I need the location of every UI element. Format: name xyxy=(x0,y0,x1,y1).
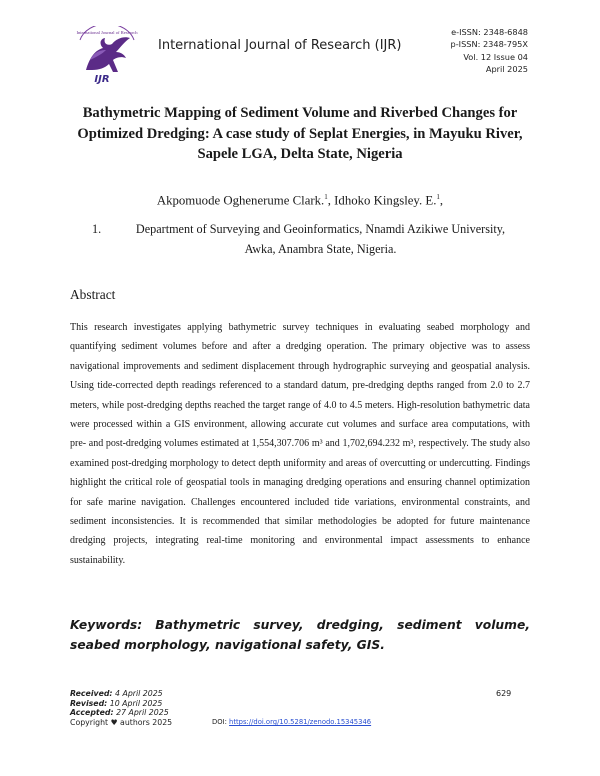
paper-title: Bathymetric Mapping of Sediment Volume and Riverbed Changes for Optimized Dredging: A case study of Seplat Energies, in Mayuku River, Sapele LGA, Delta State, Nigeria xyxy=(77,105,523,163)
logo-ring-text: International Journal of Research xyxy=(76,30,138,35)
author-affil-sup: 1 xyxy=(436,193,440,201)
affiliation xyxy=(92,220,532,259)
affiliation-line: Department of Surveying and Geoinformatics, Nnamdi Azikiwe University, xyxy=(135,222,506,236)
accepted-label: Accepted: xyxy=(70,708,114,717)
revised-label: Revised: xyxy=(70,698,108,708)
doi-label: DOI: xyxy=(212,718,230,726)
journal-logo xyxy=(72,26,142,88)
keywords: Keywords: Bathymetric survey, dredging, sediment volume, seabed morphology, navigational safety, GIS. xyxy=(70,618,530,652)
copyright: Copyright ♥ authors 2025 xyxy=(70,717,173,727)
eissn: e-ISSN: 2348-6848 xyxy=(451,27,528,37)
author-list-end: , xyxy=(439,193,444,208)
revised-date: 10 April 2025 xyxy=(109,698,163,708)
journal-name: International Journal of Research (IJR) xyxy=(158,38,402,53)
author-affil-sup: 1 xyxy=(324,193,328,201)
article-dates xyxy=(70,689,172,727)
issue-date: April 2025 xyxy=(485,63,528,74)
abstract-heading: Abstract xyxy=(70,287,116,302)
author-name: Akpomuode Oghenerume Clark. xyxy=(156,193,325,208)
affiliation-line: Awka, Anambra State, Nigeria. xyxy=(244,241,397,256)
logo-abbrev: IJR xyxy=(94,74,110,85)
volume-issue: Vol. 12 Issue 04 xyxy=(463,51,528,62)
author-separator: , xyxy=(327,193,335,208)
page-number: 629 xyxy=(496,689,512,698)
doi-link[interactable]: https://doi.org/10.5281/zenodo.15345346 xyxy=(229,718,372,726)
author-name: Idhoko Kingsley. E. xyxy=(334,193,437,208)
doi xyxy=(212,718,371,726)
pissn: p-ISSN: 2348-795X xyxy=(450,39,528,50)
received-date: 4 April 2025 xyxy=(115,689,163,698)
affiliation-number: 1. xyxy=(92,222,102,236)
received-label: Received: xyxy=(70,689,113,698)
author-list xyxy=(0,193,600,208)
issn-block xyxy=(451,26,528,75)
accepted-date: 27 April 2025 xyxy=(116,708,169,717)
abstract-text: This research investigates applying bathymetric survey techniques in evaluating seabed morphology and quantifying sediment volumes before and after a dredging operation. The primary objective was to assess navigational improvements and sediment displacement through hydrographic surveying and geospatial analysis. Using tide-corrected depth readings referenced to a standard datum, pre-dredging depths ranged from 2.0 to 2.7 meters, while post-dredging depths reached the target range of 4.0 to 4.5 meters. High-resolution bathymetric data were processed within a GIS environment, allowing accurate cut volumes and surface area computations, with pre- and post-dredging volumes estimated at 1,554,307.706 m³ and 1,702,694.232 m³, respectively. The study also examined post-dredging morphology to detect depth uniformity and areas of overcutting or undercutting. Findings highlight the critical role of geospatial tools in managing dredging operations and ensuring channel optimization for safe marine navigation. Challenges encountered included tide variations, environmental constraints, and sediment inconsistencies. It is recommended that similar methodologies be adopted for future maintenance dredging projects, integrating real-time monitoring and environmental impact assessments to enhance sustainability. xyxy=(70,322,530,566)
